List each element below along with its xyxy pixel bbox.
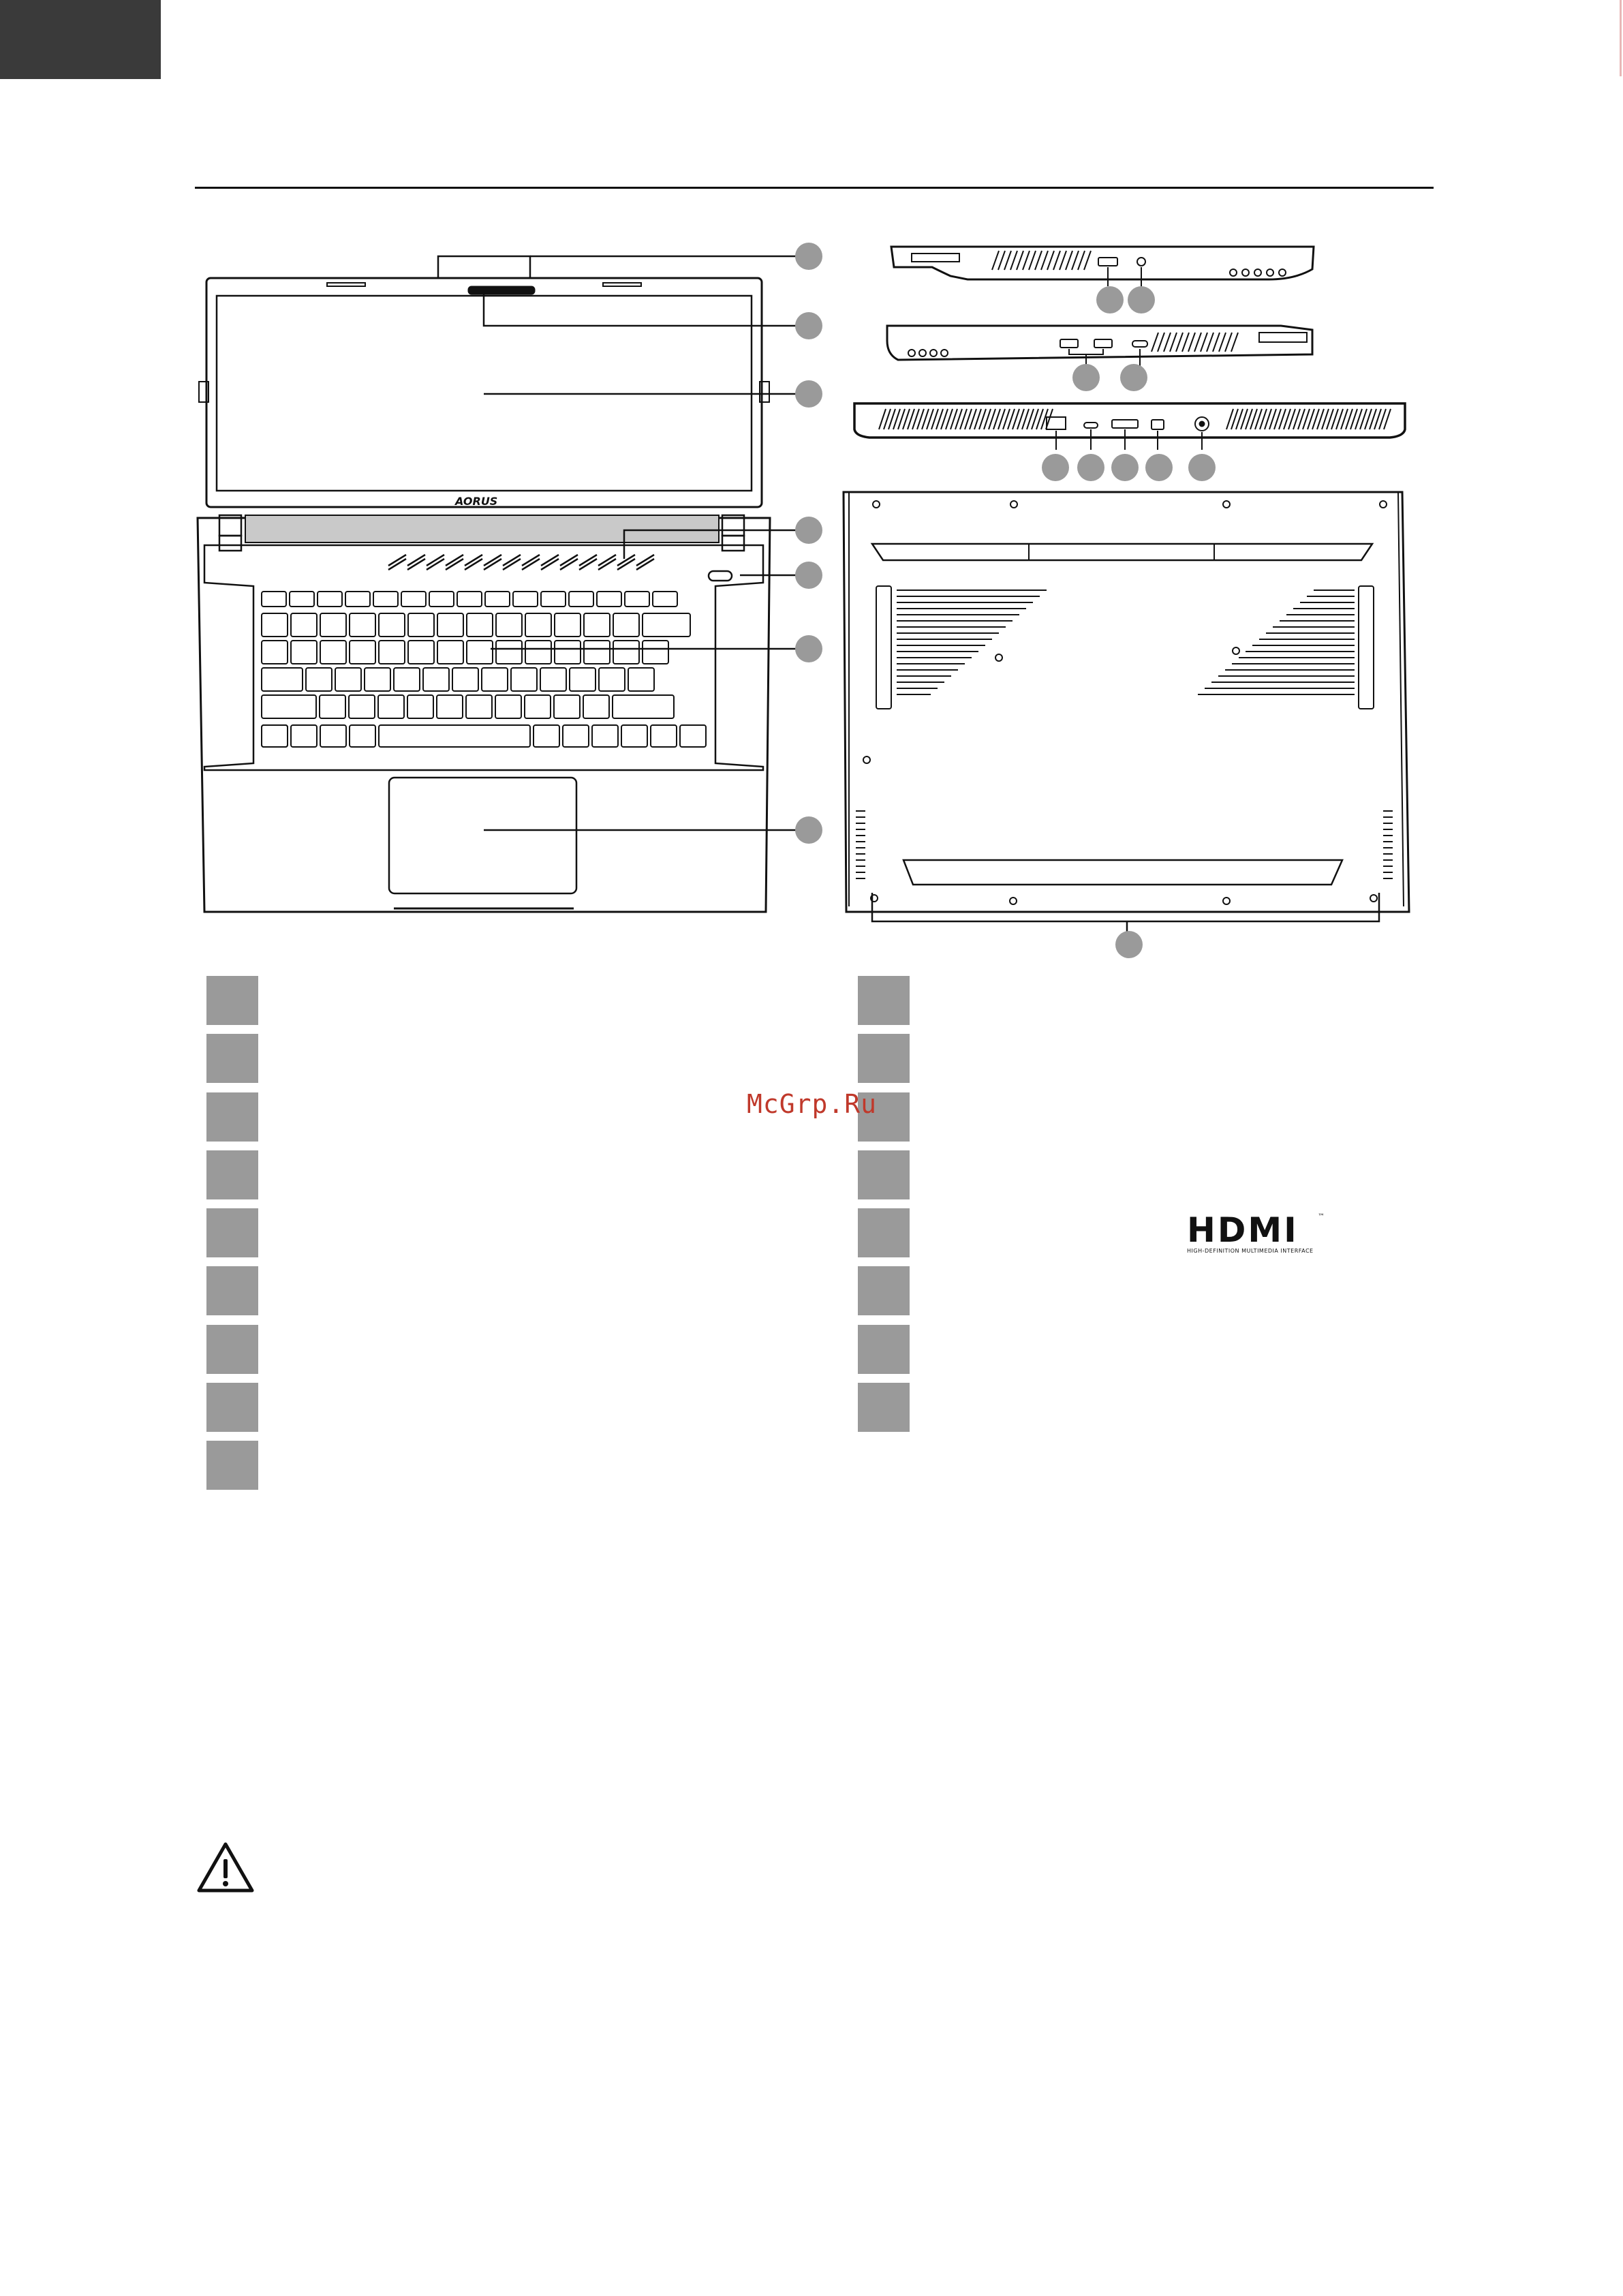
screw-icon bbox=[1380, 501, 1387, 508]
keyboard-key bbox=[452, 668, 478, 691]
keyboard-key bbox=[350, 641, 375, 664]
watermark-text: McGrp.Ru bbox=[747, 1089, 878, 1119]
laptop-side-view-1 bbox=[891, 247, 1314, 286]
callout-dot-icon bbox=[1115, 931, 1143, 958]
keyboard-key bbox=[467, 641, 493, 664]
keyboard-key bbox=[262, 695, 316, 718]
keyboard-key bbox=[262, 592, 286, 607]
vent-slot bbox=[1078, 251, 1085, 270]
keyboard-key bbox=[291, 641, 317, 664]
vent-slot bbox=[1201, 333, 1207, 352]
legend-box bbox=[206, 1150, 258, 1199]
keyboard-key bbox=[320, 641, 346, 664]
vent-slot bbox=[992, 251, 999, 270]
keyboard-key bbox=[651, 725, 677, 747]
keyboard-key bbox=[335, 668, 361, 691]
callout-dot-icon bbox=[1042, 454, 1069, 481]
keyboard-key bbox=[643, 641, 668, 664]
keyboard-key bbox=[262, 668, 303, 691]
keyboard-key bbox=[597, 592, 621, 607]
keyboard-key bbox=[320, 725, 346, 747]
laptop-bottom-view bbox=[844, 492, 1409, 940]
keyboard-key bbox=[653, 592, 677, 607]
keyboard-key bbox=[569, 592, 593, 607]
vent-slot bbox=[1066, 251, 1072, 270]
keyboard-key bbox=[345, 592, 370, 607]
screw-icon bbox=[995, 654, 1002, 661]
keyboard-key bbox=[482, 668, 508, 691]
aorus-logo: AORUS bbox=[455, 495, 498, 508]
keyboard-key bbox=[320, 613, 346, 637]
keyboard-key bbox=[379, 613, 405, 637]
keyboard-key bbox=[525, 641, 551, 664]
keyboard-key bbox=[350, 725, 375, 747]
keyboard-key bbox=[373, 592, 398, 607]
keyboard-key bbox=[643, 613, 690, 637]
callout-dot-icon bbox=[795, 635, 822, 662]
keyboard-key bbox=[570, 668, 596, 691]
legend-box bbox=[858, 1325, 910, 1374]
legend-box bbox=[858, 1034, 910, 1083]
hinge-vent bbox=[245, 515, 719, 542]
keyboard-key bbox=[621, 725, 647, 747]
keyboard-key bbox=[320, 695, 345, 718]
callout-dot-icon bbox=[1096, 286, 1124, 313]
vent-slot bbox=[1017, 251, 1023, 270]
legend-box bbox=[858, 1150, 910, 1199]
webcam-bar bbox=[469, 287, 534, 294]
keyboard-key bbox=[437, 695, 463, 718]
vent-slot bbox=[1084, 251, 1091, 270]
screw-icon bbox=[1010, 898, 1017, 904]
vent-slot bbox=[1231, 333, 1238, 352]
laptop-rear-view bbox=[854, 403, 1405, 450]
vent-slot bbox=[1072, 251, 1079, 270]
legend-box bbox=[206, 1441, 258, 1490]
keyboard-key bbox=[306, 668, 332, 691]
keyboard-key bbox=[599, 668, 625, 691]
legend-box bbox=[206, 1208, 258, 1257]
callout-dot-icon bbox=[795, 562, 822, 589]
vent-slot bbox=[1194, 333, 1201, 352]
legend-box bbox=[206, 1383, 258, 1432]
screw-icon bbox=[1223, 501, 1230, 508]
keyboard-key bbox=[423, 668, 449, 691]
base-outline bbox=[198, 518, 770, 912]
keyboard-key bbox=[628, 668, 654, 691]
vent-slot bbox=[1207, 333, 1214, 352]
keyboard-key bbox=[625, 592, 649, 607]
keyboard-key bbox=[496, 641, 522, 664]
legend-box bbox=[858, 976, 910, 1025]
keyboard-key bbox=[262, 613, 288, 637]
touchpad bbox=[389, 778, 576, 893]
hdmi-logo bbox=[1187, 1210, 1330, 1257]
keyboard-key bbox=[563, 725, 589, 747]
laptop-top-view bbox=[198, 278, 770, 912]
legend-box bbox=[206, 976, 258, 1025]
keyboard-key bbox=[365, 668, 390, 691]
keyboard-key bbox=[495, 695, 521, 718]
keyboard-key bbox=[583, 695, 609, 718]
keyboard-key bbox=[613, 613, 639, 637]
keyboard-key bbox=[555, 613, 581, 637]
callout-dot-icon bbox=[1145, 454, 1173, 481]
vent-slot bbox=[1041, 251, 1048, 270]
legend-box bbox=[206, 1266, 258, 1315]
callout-dot-icon bbox=[1128, 286, 1155, 313]
screw-icon bbox=[873, 501, 880, 508]
vent-slot bbox=[1158, 333, 1164, 352]
keyboard-key bbox=[379, 641, 405, 664]
callout-dot-icon bbox=[795, 517, 822, 544]
keyboard-key bbox=[466, 695, 492, 718]
keyboard-key bbox=[437, 613, 463, 637]
keyboard-key bbox=[291, 613, 317, 637]
hdmi-tagline: HIGH-DEFINITION MULTIMEDIA INTERFACE bbox=[1187, 1248, 1314, 1254]
hdmi-wordmark: HDMI bbox=[1187, 1210, 1299, 1250]
vent-slot bbox=[1053, 251, 1060, 270]
keyboard-key bbox=[429, 592, 454, 607]
callout-dot-icon bbox=[1188, 454, 1216, 481]
keyboard-key bbox=[467, 613, 493, 637]
laptop-side-view-2 bbox=[887, 326, 1312, 368]
vent-slot bbox=[1188, 333, 1195, 352]
laptop-diagram bbox=[0, 0, 1623, 968]
vent-slot bbox=[1004, 251, 1011, 270]
keyboard-key bbox=[407, 695, 433, 718]
callout-dot-icon bbox=[1120, 364, 1147, 391]
keyboard-key bbox=[291, 725, 317, 747]
keyboard-key bbox=[394, 668, 420, 691]
keyboard-key bbox=[534, 725, 559, 747]
keyboard-key bbox=[262, 641, 288, 664]
vent-slot bbox=[998, 251, 1005, 270]
vent-slot bbox=[1176, 333, 1183, 352]
vent-slot bbox=[1029, 251, 1036, 270]
keyboard-key bbox=[613, 641, 639, 664]
keyboard-key bbox=[262, 725, 288, 747]
keyboard-key bbox=[592, 725, 618, 747]
callout-dot-icon bbox=[1072, 364, 1100, 391]
keyboard-key bbox=[350, 613, 375, 637]
keyboard-key bbox=[290, 592, 314, 607]
warning-triangle-icon bbox=[195, 1840, 256, 1895]
keyboard-key bbox=[262, 725, 288, 747]
keyboard-key bbox=[584, 641, 610, 664]
screw-icon bbox=[1370, 895, 1377, 902]
keyboard-key bbox=[554, 695, 580, 718]
vent-slot bbox=[1047, 251, 1054, 270]
callout-dot-icon bbox=[795, 243, 822, 270]
keyboard-key bbox=[555, 641, 581, 664]
keyboard-key bbox=[613, 695, 674, 718]
keyboard-key bbox=[379, 725, 530, 747]
keyboard-key bbox=[408, 641, 434, 664]
power-button bbox=[709, 571, 732, 581]
keyboard-key bbox=[437, 641, 463, 664]
legend-box bbox=[206, 1325, 258, 1374]
vent-slot bbox=[1225, 333, 1232, 352]
screw-icon bbox=[1233, 647, 1239, 654]
keyboard-key bbox=[485, 592, 510, 607]
callout-dot-icon bbox=[1077, 454, 1104, 481]
screw-icon bbox=[863, 756, 870, 763]
vent-slot bbox=[1182, 333, 1189, 352]
keyboard-key bbox=[525, 613, 551, 637]
screw-icon bbox=[1223, 898, 1230, 904]
keyboard-key bbox=[513, 592, 538, 607]
legend-box bbox=[858, 1266, 910, 1315]
keyboard-key bbox=[349, 695, 375, 718]
vent-slot bbox=[1151, 333, 1158, 352]
legend-box bbox=[858, 1383, 910, 1432]
keyboard-key bbox=[401, 592, 426, 607]
keyboard-key bbox=[680, 725, 706, 747]
top-vent-slots bbox=[388, 555, 654, 570]
callout-dot-icon bbox=[1111, 454, 1139, 481]
callout-dot-icon bbox=[795, 816, 822, 844]
vent-slot bbox=[1023, 251, 1030, 270]
vent-slot bbox=[1010, 251, 1017, 270]
vent-slot bbox=[1164, 333, 1171, 352]
vent-slot bbox=[1219, 333, 1226, 352]
keyboard-key bbox=[511, 668, 537, 691]
keyboard-key bbox=[496, 613, 522, 637]
screw-icon bbox=[1010, 501, 1017, 508]
vent-slot bbox=[1170, 333, 1177, 352]
keyboard-key bbox=[584, 613, 610, 637]
keyboard-key bbox=[318, 592, 342, 607]
keyboard-key bbox=[525, 695, 551, 718]
callout-dot-icon bbox=[795, 312, 822, 339]
keyboard-key bbox=[541, 592, 566, 607]
vent-slot bbox=[1035, 251, 1042, 270]
callout-dot-icon bbox=[795, 380, 822, 408]
legend-box bbox=[206, 1092, 258, 1142]
keyboard-key bbox=[378, 695, 404, 718]
vent-slot bbox=[1060, 251, 1066, 270]
legend-box bbox=[858, 1208, 910, 1257]
hdmi-trademark: ™ bbox=[1318, 1213, 1325, 1221]
vent-slot bbox=[1213, 333, 1220, 352]
keyboard-keys bbox=[262, 592, 706, 747]
keyboard-key bbox=[408, 613, 434, 637]
legend-box bbox=[206, 1034, 258, 1083]
keyboard-key bbox=[457, 592, 482, 607]
keyboard-key bbox=[540, 668, 566, 691]
